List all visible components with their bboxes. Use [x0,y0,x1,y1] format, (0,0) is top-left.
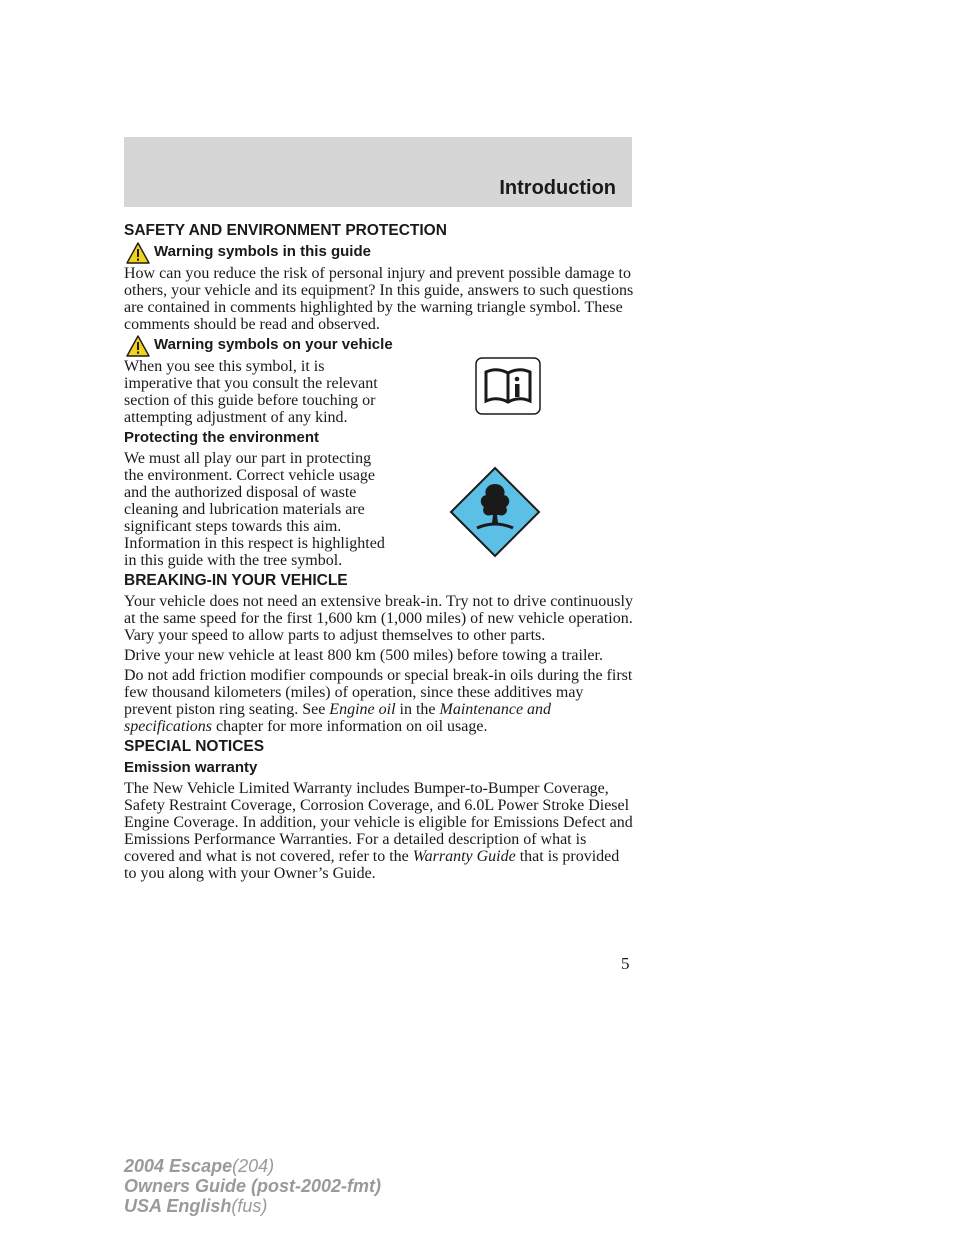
emission-warranty-heading: Emission warranty [124,759,258,776]
guide-warning-heading-row [124,243,634,261]
page-number: 5 [621,954,630,973]
breaking-in-p1: Your vehicle does not need an extensive break-in. Try not to drive continuously at the same speed for the first 1,600 km (1,000 miles) of new vehicle operation. Vary your speed to allow parts to adjust themselves to other parts. [124,593,633,644]
special-notices-heading: SPECIAL NOTICES [124,738,265,755]
footer-line-3 [124,1196,381,1216]
environment-text [124,450,634,569]
vehicle-warning-heading-row [124,336,634,354]
vehicle-warning-block [124,358,634,426]
page-content [124,222,634,885]
warning-triangle-icon [126,242,150,264]
engine-oil-reference: Engine oil [329,701,396,718]
footer-language: USA English [124,1196,232,1216]
environment-tree-icon [449,466,541,558]
footer-language-code: (fus) [231,1196,268,1216]
maintenance-chapter-reference: Maintenance and specifications [124,701,552,735]
header-band [124,137,632,207]
vehicle-warning-heading: Warning symbols on your vehicle [154,336,393,353]
breaking-in-p2: Drive your new vehicle at least 800 km (500 miles) before towing a trailer. [124,647,603,664]
vehicle-warning-text: When you see this symbol, it is imperative that you consult the relevant section of this guide before touching or attempting adjustment of any kind. [124,358,378,426]
guide-warning-heading: Warning symbols in this guide [154,243,371,260]
breaking-in-p3 [124,667,634,735]
footer-model: 2004 Escape [124,1156,233,1176]
environment-block [124,450,634,569]
emission-text-a: The New Vehicle Limited Warranty includes Bumper-to-Bumper Coverage, Safety Restraint Coverage, Corrosion Coverage, and 6.0L Power Stroke Diesel Engine Coverage. In addition, your vehicle is eligible for Emissions Defect and Emissions Performance Warranties. For a detailed description of what is covered and what is not covered, refer to the [124,780,633,865]
warning-triangle-icon [126,335,150,357]
footer-model-code: (204) [232,1156,275,1176]
breaking-in-p3-a: Do not add friction modifier compounds or special break-in oils during the first few thousand kilometers (miles) of operation, since these additives may prevent piston ring seating. See [124,667,633,718]
owners-manual-icon [475,357,541,415]
environment-heading: Protecting the environment [124,429,320,446]
footer-imprint [124,1156,381,1216]
environment-text-content: We must all play our part in protecting the environment. Correct vehicle usage and the authorized disposal of waste cleaning and lubrication materials are significant steps towards this aim. Information in this respect is highlighted in this guide with the tree symbol. [124,450,385,569]
safety-heading: SAFETY AND ENVIRONMENT PROTECTION [124,222,447,239]
section-title: Introduction [499,177,616,199]
breaking-in-heading: BREAKING-IN YOUR VEHICLE [124,572,348,589]
footer-guide-format: Owners Guide (post-2002-fmt) [124,1176,382,1196]
guide-warning-text: How can you reduce the risk of personal injury and prevent possible damage to others, your vehicle and its equipment? In this guide, answers to such questions are contained in comments highlighted by the warning triangle symbol. These comments should be read and observed. [124,265,634,333]
emission-warranty-text [124,780,634,882]
emission-text-b: that is provided to you along with your Owner’s Guide. [124,848,620,882]
footer-line-2 [124,1176,381,1196]
warranty-guide-reference: Warranty Guide [412,848,516,865]
breaking-in-p3-c: chapter for more information on oil usage. [211,718,488,735]
breaking-in-p3-b: in the [395,701,440,718]
footer-line-1 [124,1156,381,1176]
